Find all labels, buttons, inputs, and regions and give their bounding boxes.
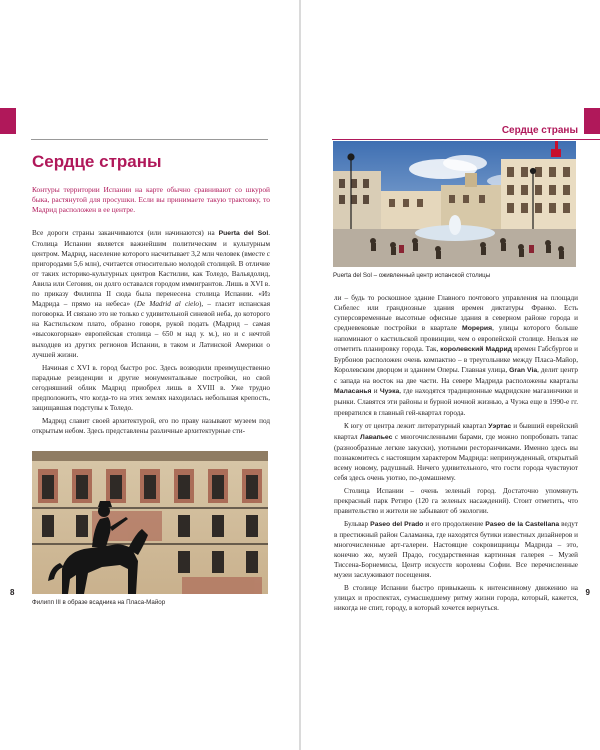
left-body-text (32, 228, 270, 436)
header-rule-right (332, 139, 600, 140)
bold-term: Уэртас (488, 422, 512, 430)
bold-term: королевский Мадрид (440, 346, 512, 354)
bold-term: Paseo de la Castellana (485, 520, 560, 528)
chapter-heading: Сердце страны (32, 152, 162, 171)
right-paragraph-5 (334, 583, 578, 613)
book-spine (299, 0, 301, 750)
lead-paragraph: Контуры территории Испании на карте обычно сравнивают со шкурой быка, растянутой для просушки. Если вы принимаете такую трактовку, то Мадрид расположен в ее центре. (32, 185, 270, 215)
right-body-text (334, 293, 578, 613)
plaza-mayor-photo (32, 451, 268, 594)
left-photo-caption: Филипп III в образе всадника на Пласа-Майор (32, 599, 166, 606)
bold-term: Маласанья (334, 388, 372, 396)
bold-term: Лавапьес (360, 433, 393, 441)
left-paragraph-1: Все дороги страны заканчиваются (или начинаются) на Puerta del Sol. Столица Испании является важнейшим политическим и культурным центром. Мадрид, население которого насчитывает 3,2 млн человек (вместе с пригородами 5,6 млн), считается относительно молодой столицей. В отличие от таких историко-культурных центров Кастилии, как Толедо, Вальядолид, Авила или Сеговия, он долго оставался городом иммигрантов. Лишь в XVI в. по приказу Филиппа II сюда была перенесена столица Испании. «Из Мадрида – прямо на небеса» (De Madrid al cielo), – гласит испанская поговорка. И связано это не только с удивительной синевой неба, до которого на Кастильском плато, образно говоря, рукой подать (Мадрид – самая «высокогорная» европейская столица – 650 м над у. м.), но и с нечтой выходцев из других регионов Испании, в таком и Латинской Америки о лучшей жизни. (32, 229, 271, 359)
bold-term: Чуэка (379, 388, 400, 396)
bold-term: Gran Via (509, 367, 538, 375)
bold-term: Paseo del Prado (370, 520, 424, 528)
text-run: , улицы которого больше напоминают о кастильской провинции, чем о европейской столице. Нельзя не отметить планировку города. Так, (334, 324, 578, 354)
text-run: с многочисленными барами, где можно попробовать тапас (разнообразные легкие закуски), уютными ресторанчиками. Именно здесь вы познакомитесь с настоящим характером Мадрида: непринужденный, открытый всему новому, радушный. Ничего удивительного, что гости города чувствуют себя здесь очень уютно, по-домашнему. (334, 432, 578, 482)
page-number-right: 9 (585, 588, 590, 597)
text-run: Столица Испании – очень зеленый город. Достаточно упомянуть прекрасный парк Ретиро (120 га зеленых насаждений). Стоит отметить, что правительство и жители не забывают об экологии. (334, 486, 578, 515)
text-run: и (371, 387, 380, 396)
page-number-left: 8 (10, 588, 15, 597)
text-run: Бульвар (344, 519, 371, 528)
text-run: К югу от центра лежит литературный квартал (344, 421, 489, 430)
text-run: , где находятся традиционные мадридские магазинчики и рынки. Славятся эти районы и бурной ночной жизнью, а Чуэка еще в 1990-е гг. превратился в главный гей-квартал города. (334, 387, 578, 417)
text-run: и бывший еврейский квартал (334, 421, 579, 441)
left-paragraph-2: Начиная с XVI в. город быстро рос. Здесь возводили преимущественно парадные резиденции и другие монументальные постройки, но свой сегодняшний облик Мадрид приобрел лишь в XVIII в. Уже трудно предположить, что когда-то на этих землях находилась небольшая крепость, защищавшая подступы к Толедо. (32, 363, 270, 412)
right-paragraph-4 (334, 519, 578, 580)
puerta-del-sol-photo (333, 141, 576, 267)
text-run: и его продолжение (423, 519, 486, 528)
header-rule-left (31, 139, 268, 140)
text-run: ведут в престижный район Саламанка, где находятся бутики известных дизайнеров и многочисленные арт-галереи. Настоящие сокровищницы Мадрида – это, конечно же, музей Прадо, государственная картинная галерея – Музей Тиссена-Борнемисы, Центр искусств королевы Софии. Все перечисленные музеи заслуживают посещения. (334, 519, 578, 580)
right-paragraph-2 (334, 421, 578, 483)
bold-term: Морерия (462, 325, 493, 333)
text-run: ли – будь то роскошное здание Главного почтового управления на площади Сибелес или гранднозные здания времен диктатуры Франко. Есть суперсовременные высотные офисные здания в северном районе города и средневековые постройки в квартале (334, 294, 578, 333)
section-label: Сердце страны (501, 125, 578, 136)
left-paragraph-3: Мадрид славит своей архитектурой, его по праву называют музеем под открытым небом. Здесь представлены различные архитектурные сти- (32, 416, 270, 435)
chapter-tab-left (0, 108, 16, 134)
text-run: , делит центр с запада на восток на две части. На севере Мадрида расположены кварталы (334, 366, 578, 386)
chapter-tab-right (584, 108, 600, 134)
right-paragraph-3 (334, 486, 578, 516)
right-photo-caption: Puerta del Sol – оживленный центр испанской столицы (333, 272, 491, 279)
text-run: времен Габсбургов и Бурбонов расположен очень компактно – в треугольнике между Пласа-Майор, Королевским дворцом и зданием Оперы. Главная улица, (334, 345, 578, 375)
right-page (300, 0, 600, 750)
text-run: В столице Испании быстро привыкаешь к интенсивному движению на улицах и проспектах, сумасшедшему ритму жизни города, который, кажется, никогда не спит, городу, в который хочется вернуться. (334, 584, 578, 613)
right-paragraph-1 (334, 293, 578, 418)
